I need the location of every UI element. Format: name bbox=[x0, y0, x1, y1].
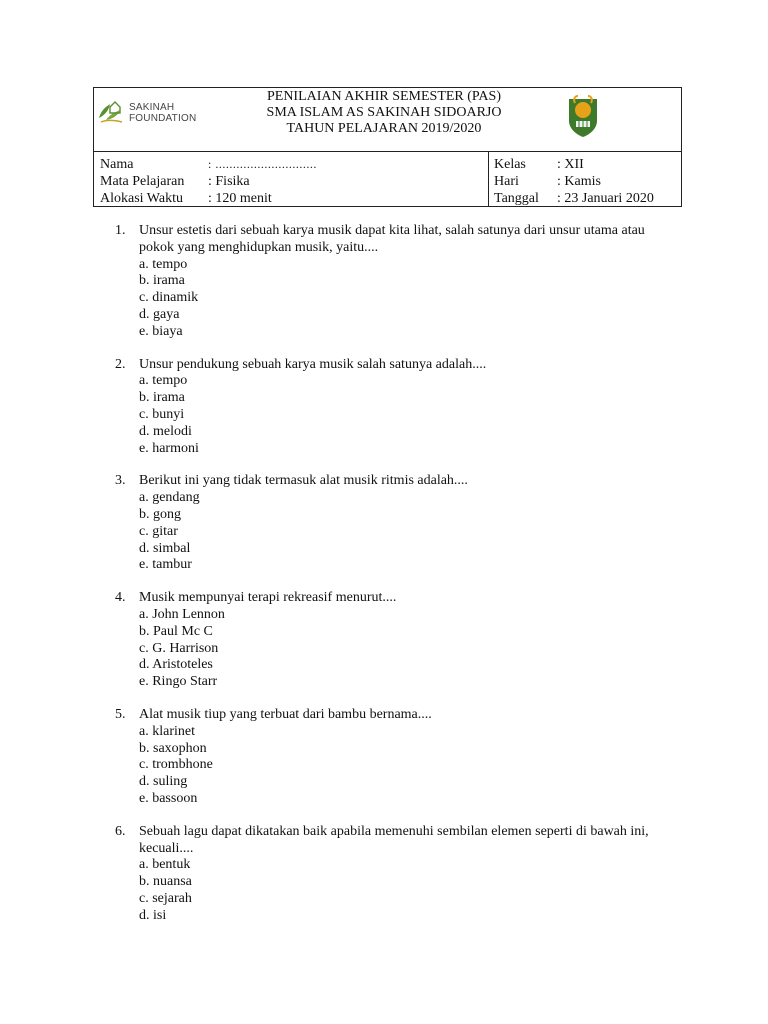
answer-option: e. tambur bbox=[139, 557, 192, 573]
info-value: : Kamis bbox=[557, 174, 601, 189]
answer-option: a. bentuk bbox=[139, 857, 191, 873]
info-value: : Fisika bbox=[208, 174, 250, 189]
question-text: Musik mempunyai terapi rekreasif menurut.... bbox=[139, 590, 397, 606]
question-item bbox=[115, 473, 675, 574]
header-titles bbox=[214, 89, 554, 137]
answer-option: c. bunyi bbox=[139, 406, 185, 422]
answer-option: b. saxophon bbox=[139, 740, 207, 756]
question-text: Sebuah lagu dapat dikatakan baik apabila memenuhi sembilan elemen seperti di bawah ini, kecuali.... bbox=[139, 823, 649, 856]
answer-option: b. nuansa bbox=[139, 874, 192, 890]
answer-option: b. irama bbox=[139, 390, 185, 406]
answer-option: c. sejarah bbox=[139, 890, 192, 906]
answer-option: a. gendang bbox=[139, 490, 200, 506]
question-number: 1. bbox=[115, 223, 126, 238]
answer-option: b. gong bbox=[139, 506, 181, 522]
foundation-line1: SAKINAH bbox=[129, 102, 175, 113]
academic-year: TAHUN PELAJARAN 2019/2020 bbox=[286, 121, 482, 136]
sakinah-foundation-logo bbox=[96, 96, 206, 130]
question-number: 2. bbox=[115, 356, 126, 372]
school-name: SMA ISLAM AS SAKINAH SIDOARJO bbox=[266, 105, 502, 120]
info-label: Mata Pelajaran bbox=[100, 174, 185, 189]
question-text: Unsur pendukung sebuah karya musik salah satunya adalah.... bbox=[139, 356, 487, 372]
info-label: Alokasi Waktu bbox=[100, 191, 183, 206]
question-item bbox=[115, 707, 675, 808]
answer-option: d. suling bbox=[139, 774, 188, 790]
question-text: Unsur estetis dari sebuah karya musik dapat kita lihat, salah satunya dari unsur utama atau pokok yang menghidupkan musik, yaitu.... bbox=[139, 223, 645, 255]
question-item bbox=[115, 357, 675, 458]
answer-option: d. Aristoteles bbox=[139, 657, 213, 673]
info-label: Nama bbox=[100, 157, 134, 172]
sakinah-leaf-icon bbox=[96, 98, 126, 124]
answer-option: e. harmoni bbox=[139, 440, 199, 456]
school-emblem-icon bbox=[565, 93, 601, 139]
school-emblem-logo bbox=[565, 93, 601, 139]
header-title-row bbox=[94, 88, 681, 152]
question-number: 3. bbox=[115, 473, 126, 489]
answer-option: b. Paul Mc C bbox=[139, 623, 213, 639]
question-text: Alat musik tiup yang terbuat dari bambu bernama.... bbox=[139, 706, 432, 722]
info-label: Hari bbox=[494, 174, 519, 189]
info-label: Kelas bbox=[494, 157, 526, 172]
answer-option: c. trombhone bbox=[139, 757, 213, 773]
answer-option: a. John Lennon bbox=[139, 606, 225, 622]
answer-option: c. G. Harrison bbox=[139, 640, 219, 656]
answer-option: d. melodi bbox=[139, 423, 192, 439]
question-number: 6. bbox=[115, 823, 126, 839]
answer-option: e. biaya bbox=[139, 323, 183, 339]
info-divider bbox=[488, 151, 489, 207]
answer-option: d. simbal bbox=[139, 540, 191, 556]
answer-option: a. tempo bbox=[139, 373, 188, 389]
info-value: : XII bbox=[557, 157, 584, 172]
info-label: Tanggal bbox=[494, 191, 539, 206]
answer-option: c. gitar bbox=[139, 523, 178, 539]
answer-option: a. tempo bbox=[139, 256, 188, 272]
question-number: 4. bbox=[115, 590, 126, 606]
question-number: 5. bbox=[115, 706, 126, 722]
answer-option: c. dinamik bbox=[139, 290, 199, 306]
answer-option: d. gaya bbox=[139, 306, 180, 322]
answer-option: b. irama bbox=[139, 273, 185, 289]
exam-title: PENILAIAN AKHIR SEMESTER (PAS) bbox=[266, 89, 501, 104]
info-value: : 23 Januari 2020 bbox=[557, 191, 654, 206]
answer-option: d. isi bbox=[139, 907, 167, 923]
question-text: Berikut ini yang tidak termasuk alat musik ritmis adalah.... bbox=[139, 473, 468, 489]
exam-header bbox=[93, 87, 682, 207]
answer-option: e. bassoon bbox=[139, 790, 198, 806]
foundation-line2: FOUNDATION bbox=[129, 113, 197, 124]
info-value: : 120 menit bbox=[208, 191, 272, 206]
question-item bbox=[115, 223, 675, 341]
foundation-name bbox=[129, 102, 196, 124]
answer-option: e. Ringo Starr bbox=[139, 674, 218, 690]
question-item bbox=[115, 824, 675, 925]
question-item bbox=[115, 590, 675, 691]
question-list bbox=[115, 223, 675, 940]
answer-option: a. klarinet bbox=[139, 723, 195, 739]
name-field: : ............................. bbox=[208, 157, 317, 171]
